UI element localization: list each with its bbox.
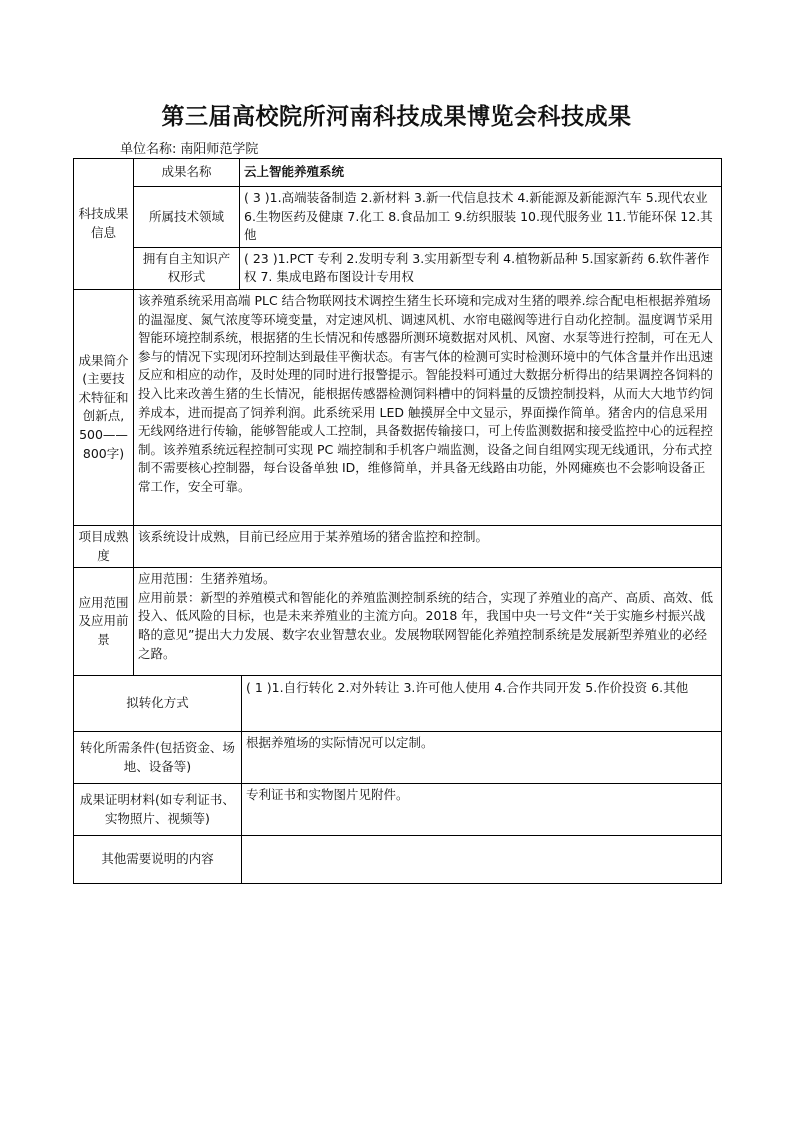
transfer-label: 拟转化方式 [74, 676, 242, 732]
name-value: 云上智能养殖系统 [240, 159, 722, 187]
achievement-form-table [73, 158, 722, 884]
conditions-label: 转化所需条件(包括资金、场地、设备等) [74, 732, 242, 784]
other-value [242, 836, 722, 884]
intro-value: 该养殖系统采用高端 PLC 结合物联网技术调控生猪生长环境和完成对生猪的喂养.综合配电柜根据养殖场的温湿度、氮气浓度等环境变量，对定速风机、调速风机、水帘电磁阀等进行自动化控制。温度调节采用智能环境控制系统，根据猪的生长情况和传感器所测环境数据对风机、风窗、水泵等进行控制，可在无人参与的情况下实现闭环控制达到最佳平衡状态。有害气体的检测可实时检测环境中的气体含量并作出迅速反应和相应的动作，及时处理的同时进行报警提示。智能投料可通过大数据分析得出的结果调控各饲料的投入比来改善生猪的生长情况，能根据传感器检测饲料槽中的饲料量的反馈控制投料，从而大大地节约饲养成本，进而提高了饲养利润。此系统采用 LED 触摸屏全中文显示，界面操作简单。猪舍内的信息采用无线网络进行传输，能够智能或人工控制，具备数据传输接口，可上传监测数据和接受监控中心的远程控制。该养殖系统远程控制可实现 PC 端控制和手机客户端监测，设备之间自组网实现无线通讯，分布式控制不需要核心控制器，每台设备单独 ID，维修简单，并具备无线路由功能，外网瘫痪也不会影响设备正常工作，安全可靠。 [134, 289, 722, 525]
conditions-value: 根据养殖场的实际情况可以定制。 [242, 732, 722, 784]
intro-label: 成果简介(主要技术特征和创新点, 500——800字) [74, 289, 134, 525]
application-value [134, 568, 722, 676]
other-label: 其他需要说明的内容 [74, 836, 242, 884]
ip-value: ( 23 )1.PCT 专利 2.发明专利 3.实用新型专利 4.植物新品种 5.国家新药 6.软件著作权 7. 集成电路布图设计专用权 [240, 247, 722, 289]
proof-label: 成果证明材料(如专利证书、实物照片、视频等) [74, 784, 242, 836]
transfer-value: ( 1 )1.自行转化 2.对外转让 3.许可他人使用 4.合作共同开发 5.作价投资 6.其他 [242, 676, 722, 732]
application-prospect: 应用前景：新型的养殖模式和智能化的养殖监测控制系统的结合，实现了养殖业的高产、高质、高效、低投入、低风险的目标，也是未来养殖业的主流方向。2018 年，我国中央一号文件“关于实施乡村振兴战略的意见”提出大力发展、数字农业智慧农业。发展物联网智能化养殖控制系统是发展新型养殖业的必经之路。 [138, 589, 714, 661]
field-label: 所属技术领域 [134, 187, 240, 248]
maturity-label: 项目成熟度 [74, 525, 134, 567]
unit-line [120, 138, 262, 157]
unit-value: 南阳师范学院 [180, 142, 259, 157]
field-value: ( 3 )1.高端装备制造 2.新材料 3.新一代信息技术 4.新能源及新能源汽车 5.现代农业 6.生物医药及健康 7.化工 8.食品加工 9.纺织服装 10.现代服务业 11.节能环保 12.其他 [240, 187, 722, 248]
application-label: 应用范围及应用前景 [74, 568, 134, 676]
unit-label: 单位名称: [120, 142, 177, 157]
name-label: 成果名称 [134, 159, 240, 187]
maturity-value: 该系统设计成熟，目前已经应用于某养殖场的猪舍监控和控制。 [134, 525, 722, 567]
application-scope: 应用范围：生猪养殖场。 [138, 571, 276, 587]
info-section-header: 科技成果信息 [74, 159, 134, 290]
page-title: 第三届高校院所河南科技成果博览会科技成果 [161, 104, 632, 130]
proof-value: 专利证书和实物图片见附件。 [242, 784, 722, 836]
ip-label: 拥有自主知识产权形式 [134, 247, 240, 289]
